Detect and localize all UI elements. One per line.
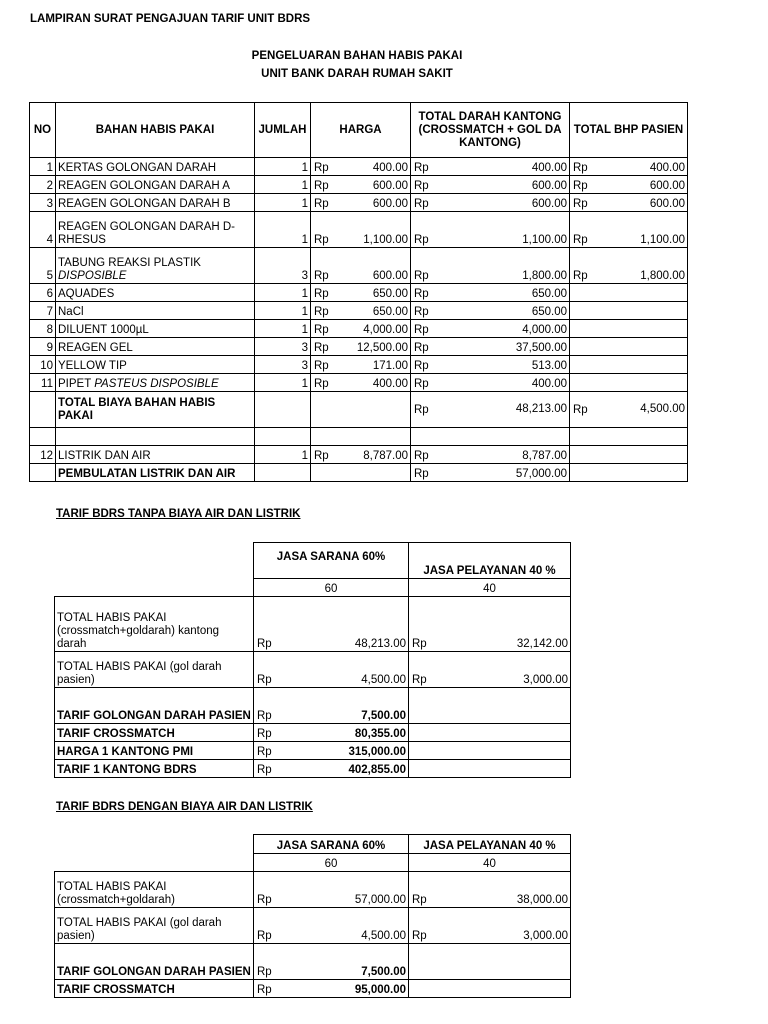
row-total-bag-value: 600.00 bbox=[531, 198, 567, 210]
row-total-bag bbox=[411, 284, 570, 302]
currency-label: Rp bbox=[314, 342, 329, 354]
row-item bbox=[56, 374, 255, 392]
row-qty: 3 bbox=[255, 248, 311, 284]
table-row bbox=[30, 176, 688, 194]
row-label: TOTAL HABIS PAKAI (gol darah pasien) bbox=[55, 908, 254, 944]
bhp-table bbox=[29, 102, 688, 482]
currency-label: Rp bbox=[414, 468, 429, 480]
row-total-bag-value: 600.00 bbox=[531, 180, 567, 192]
row-total-patient bbox=[570, 194, 688, 212]
row-qty: 1 bbox=[255, 374, 311, 392]
col1-value: 402,855.00 bbox=[348, 764, 406, 776]
row-item: DILUENT 1000µL bbox=[56, 320, 255, 338]
col1-cell bbox=[254, 652, 409, 688]
col2-value: 3,000.00 bbox=[523, 674, 568, 686]
row-label: HARGA 1 KANTONG PMI bbox=[55, 742, 254, 760]
currency-label: Rp bbox=[257, 728, 272, 740]
row-price-value: 600.00 bbox=[372, 180, 408, 192]
section2-table bbox=[54, 834, 571, 998]
row-no: 12 bbox=[30, 446, 56, 464]
row-total-bag bbox=[411, 212, 570, 248]
section2-title: TARIF BDRS DENGAN BIAYA AIR DAN LISTRIK bbox=[56, 801, 313, 813]
currency-label: Rp bbox=[573, 162, 588, 174]
currency-label: Rp bbox=[414, 324, 429, 336]
section1-col2-header: JASA PELAYANAN 40 % bbox=[409, 543, 571, 579]
table-row bbox=[55, 597, 571, 652]
row-total-patient bbox=[570, 302, 688, 320]
row-item: REAGEN GOLONGAN DARAH D-RHESUS bbox=[56, 212, 255, 248]
currency-label: Rp bbox=[314, 162, 329, 174]
row-no: 9 bbox=[30, 338, 56, 356]
section2-pct-row bbox=[55, 854, 571, 872]
currency-label: Rp bbox=[573, 234, 588, 246]
total-label: TOTAL BIAYA BAHAN HABIS PAKAI bbox=[56, 392, 255, 428]
item-italic-text: PASTEUS DISPOSIBLE bbox=[94, 378, 219, 390]
row-total-bag bbox=[411, 176, 570, 194]
col2-value: 38,000.00 bbox=[516, 894, 568, 906]
col1-cell bbox=[254, 908, 409, 944]
row-qty: 1 bbox=[255, 158, 311, 176]
row-total-bag-value: 4,000.00 bbox=[522, 324, 567, 336]
row-total-bag bbox=[411, 248, 570, 284]
row-price bbox=[311, 158, 411, 176]
row-price bbox=[311, 176, 411, 194]
currency-label: Rp bbox=[414, 404, 429, 416]
table-row bbox=[30, 194, 688, 212]
row-total-bag-value: 400.00 bbox=[531, 378, 567, 390]
row-total-bag bbox=[411, 302, 570, 320]
table-row bbox=[55, 652, 571, 688]
currency-label: Rp bbox=[573, 404, 588, 416]
row-total-patient bbox=[570, 248, 688, 284]
col2-value: 32,142.00 bbox=[516, 638, 568, 650]
row-total-patient-value: 400.00 bbox=[649, 162, 685, 174]
table-row bbox=[55, 980, 571, 998]
row-qty: 3 bbox=[255, 356, 311, 374]
currency-label: Rp bbox=[314, 306, 329, 318]
row-total-bag-value: 1,800.00 bbox=[522, 270, 567, 282]
section1-col1-pct: 60 bbox=[254, 579, 409, 597]
row-label: TOTAL HABIS PAKAI (crossmatch+goldarah) bbox=[55, 872, 254, 908]
col2-cell bbox=[409, 872, 571, 908]
row-total-bag bbox=[411, 338, 570, 356]
section2-col1-pct: 60 bbox=[254, 854, 409, 872]
currency-label: Rp bbox=[414, 180, 429, 192]
col1-value: 4,500.00 bbox=[361, 674, 406, 686]
col2-cell bbox=[409, 980, 571, 998]
col1-cell bbox=[254, 980, 409, 998]
section1-pct-row bbox=[55, 579, 571, 597]
col1-cell bbox=[254, 760, 409, 778]
table-row bbox=[55, 724, 571, 742]
row-price-value: 600.00 bbox=[372, 198, 408, 210]
total-patient-cell bbox=[570, 392, 688, 428]
currency-label: Rp bbox=[314, 324, 329, 336]
currency-label: Rp bbox=[314, 234, 329, 246]
currency-label: Rp bbox=[414, 162, 429, 174]
currency-label: Rp bbox=[414, 198, 429, 210]
currency-label: Rp bbox=[573, 270, 588, 282]
currency-label: Rp bbox=[573, 180, 588, 192]
row-total-bag bbox=[411, 158, 570, 176]
row-total-patient bbox=[570, 338, 688, 356]
price-value: 8,787.00 bbox=[363, 450, 408, 462]
section2-col2-header: JASA PELAYANAN 40 % bbox=[409, 835, 571, 854]
currency-label: Rp bbox=[314, 360, 329, 372]
row-total-patient bbox=[570, 158, 688, 176]
row-no: 2 bbox=[30, 176, 56, 194]
row-label: TARIF GOLONGAN DARAH PASIEN bbox=[55, 944, 254, 980]
document-title: LAMPIRAN SURAT PENGAJUAN TARIF UNIT BDRS bbox=[30, 13, 311, 25]
section1-col1-header: JASA SARANA 60% bbox=[254, 543, 409, 579]
section1-title: TARIF BDRS TANPA BIAYA AIR DAN LISTRIK bbox=[56, 508, 301, 520]
col2-cell bbox=[409, 760, 571, 778]
total-bag-value: 8,787.00 bbox=[522, 450, 567, 462]
row-total-patient bbox=[570, 284, 688, 302]
table-row bbox=[55, 944, 571, 980]
row-price bbox=[311, 284, 411, 302]
col1-value: 57,000.00 bbox=[354, 894, 406, 906]
currency-label: Rp bbox=[257, 638, 272, 650]
item-text: PIPET bbox=[58, 378, 95, 390]
row-total-bag-value: 1,100.00 bbox=[522, 234, 567, 246]
currency-label: Rp bbox=[414, 234, 429, 246]
currency-label: Rp bbox=[257, 674, 272, 686]
row-total-patient-value: 600.00 bbox=[649, 198, 685, 210]
header-item: BAHAN HABIS PAKAI bbox=[56, 103, 255, 158]
row-price-value: 400.00 bbox=[372, 378, 408, 390]
col1-cell bbox=[254, 724, 409, 742]
table-row bbox=[55, 742, 571, 760]
col1-cell bbox=[254, 597, 409, 652]
row-no: 10 bbox=[30, 356, 56, 374]
row-no: 11 bbox=[30, 374, 56, 392]
row-no: 6 bbox=[30, 284, 56, 302]
row-item: KERTAS GOLONGAN DARAH bbox=[56, 158, 255, 176]
total-patient-value: 4,500.00 bbox=[640, 403, 685, 415]
row-price bbox=[311, 212, 411, 248]
col1-cell bbox=[254, 944, 409, 980]
currency-label: Rp bbox=[414, 306, 429, 318]
row-price bbox=[311, 302, 411, 320]
col1-value: 95,000.00 bbox=[354, 984, 406, 996]
row-qty: 1 bbox=[255, 446, 311, 464]
row-total-patient bbox=[570, 320, 688, 338]
total-bag-value: 48,213.00 bbox=[515, 403, 567, 415]
table-row bbox=[30, 356, 688, 374]
col1-cell bbox=[254, 742, 409, 760]
row-qty: 1 bbox=[255, 320, 311, 338]
row-total-bag bbox=[411, 374, 570, 392]
row-total-bag-value: 400.00 bbox=[531, 162, 567, 174]
currency-label: Rp bbox=[412, 674, 427, 686]
table-row bbox=[55, 908, 571, 944]
row-price-value: 650.00 bbox=[372, 288, 408, 300]
row-total-bag-value: 650.00 bbox=[531, 288, 567, 300]
section1-col2-pct: 40 bbox=[409, 579, 571, 597]
row-item: YELLOW TIP bbox=[56, 356, 255, 374]
currency-label: Rp bbox=[414, 288, 429, 300]
row-qty: 1 bbox=[255, 284, 311, 302]
section2-col1-header: JASA SARANA 60% bbox=[254, 835, 409, 854]
col1-value: 7,500.00 bbox=[361, 966, 406, 978]
row-price bbox=[311, 320, 411, 338]
currency-label: Rp bbox=[314, 198, 329, 210]
row-total-patient-value: 1,800.00 bbox=[640, 270, 685, 282]
currency-label: Rp bbox=[257, 966, 272, 978]
currency-label: Rp bbox=[314, 288, 329, 300]
row-total-patient bbox=[570, 212, 688, 248]
row-no: 4 bbox=[30, 212, 56, 248]
row-item: NaCl bbox=[56, 302, 255, 320]
table-row bbox=[55, 872, 571, 908]
row-label: TOTAL HABIS PAKAI (crossmatch+goldarah) kantong darah bbox=[55, 597, 254, 652]
total-bag-cell bbox=[411, 392, 570, 428]
header-qty: JUMLAH bbox=[255, 103, 311, 158]
row-total-bag bbox=[411, 194, 570, 212]
row-total-patient bbox=[570, 176, 688, 194]
table-row bbox=[30, 338, 688, 356]
item-text: TABUNG REAKSI PLASTIK bbox=[58, 257, 201, 269]
currency-label: Rp bbox=[414, 378, 429, 390]
rounding-value: 57,000.00 bbox=[515, 468, 567, 480]
currency-label: Rp bbox=[414, 450, 429, 462]
row-price-value: 12,500.00 bbox=[356, 342, 408, 354]
currency-label: Rp bbox=[257, 894, 272, 906]
currency-label: Rp bbox=[314, 450, 329, 462]
row-qty: 1 bbox=[255, 194, 311, 212]
header-no: NO bbox=[30, 103, 56, 158]
section1-table bbox=[54, 542, 571, 778]
currency-label: Rp bbox=[314, 270, 329, 282]
currency-label: Rp bbox=[257, 984, 272, 996]
table-row bbox=[55, 760, 571, 778]
table-row bbox=[30, 320, 688, 338]
row-qty: 1 bbox=[255, 176, 311, 194]
row-total-bag bbox=[411, 446, 570, 464]
row-no: 3 bbox=[30, 194, 56, 212]
table-row bbox=[30, 158, 688, 176]
total-row bbox=[30, 392, 688, 428]
row-price-value: 400.00 bbox=[372, 162, 408, 174]
col1-value: 315,000.00 bbox=[348, 746, 406, 758]
row-price bbox=[311, 446, 411, 464]
currency-label: Rp bbox=[257, 710, 272, 722]
col1-cell bbox=[254, 688, 409, 724]
rounding-label: PEMBULATAN LISTRIK DAN AIR bbox=[56, 464, 255, 482]
header-price: HARGA bbox=[311, 103, 411, 158]
row-no: 1 bbox=[30, 158, 56, 176]
row-qty: 1 bbox=[255, 212, 311, 248]
currency-label: Rp bbox=[412, 638, 427, 650]
col2-cell bbox=[409, 597, 571, 652]
row-price-value: 1,100.00 bbox=[363, 234, 408, 246]
table-row bbox=[30, 374, 688, 392]
row-total-bag bbox=[411, 356, 570, 374]
col1-value: 48,213.00 bbox=[354, 638, 406, 650]
row-total-patient-value: 1,100.00 bbox=[640, 234, 685, 246]
row-no: 7 bbox=[30, 302, 56, 320]
col1-cell bbox=[254, 872, 409, 908]
row-label: TARIF 1 KANTONG BDRS bbox=[55, 760, 254, 778]
row-total-patient bbox=[570, 356, 688, 374]
col2-cell bbox=[409, 688, 571, 724]
col2-cell bbox=[409, 742, 571, 760]
row-price bbox=[311, 356, 411, 374]
header-total-bag: TOTAL DARAH KANTONG (CROSSMATCH + GOL DA KANTONG) bbox=[411, 103, 570, 158]
item-italic-text: DISPOSIBLE bbox=[58, 270, 127, 282]
row-item: AQUADES bbox=[56, 284, 255, 302]
section2-col2-pct: 40 bbox=[409, 854, 571, 872]
row-no: 8 bbox=[30, 320, 56, 338]
row-label: TARIF CROSSMATCH bbox=[55, 724, 254, 742]
row-qty: 1 bbox=[255, 302, 311, 320]
row-total-patient bbox=[570, 374, 688, 392]
heading-line-1: PENGELUARAN BAHAN HABIS PAKAI bbox=[251, 50, 463, 62]
row-label: TOTAL HABIS PAKAI (gol darah pasien) bbox=[55, 652, 254, 688]
currency-label: Rp bbox=[314, 378, 329, 390]
currency-label: Rp bbox=[414, 360, 429, 372]
row-item: REAGEN GEL bbox=[56, 338, 255, 356]
section1-header-row bbox=[55, 543, 571, 579]
col2-value: 3,000.00 bbox=[523, 930, 568, 942]
col1-value: 80,355.00 bbox=[354, 728, 406, 740]
row-total-patient-value: 600.00 bbox=[649, 180, 685, 192]
empty-row bbox=[30, 428, 688, 446]
row-total-bag-value: 650.00 bbox=[531, 306, 567, 318]
row-price bbox=[311, 374, 411, 392]
row-item: LISTRIK DAN AIR bbox=[56, 446, 255, 464]
row-price-value: 4,000.00 bbox=[363, 324, 408, 336]
row-price-value: 650.00 bbox=[372, 306, 408, 318]
table-header-row bbox=[30, 103, 688, 158]
currency-label: Rp bbox=[257, 746, 272, 758]
col2-cell bbox=[409, 944, 571, 980]
rounding-row bbox=[30, 464, 688, 482]
row-item: REAGEN GOLONGAN DARAH B bbox=[56, 194, 255, 212]
currency-label: Rp bbox=[257, 930, 272, 942]
row-qty: 3 bbox=[255, 338, 311, 356]
row-label: TARIF GOLONGAN DARAH PASIEN bbox=[55, 688, 254, 724]
currency-label: Rp bbox=[414, 270, 429, 282]
row-price-value: 171.00 bbox=[372, 360, 408, 372]
row-price bbox=[311, 248, 411, 284]
currency-label: Rp bbox=[573, 198, 588, 210]
table-row bbox=[55, 688, 571, 724]
row-item: REAGEN GOLONGAN DARAH A bbox=[56, 176, 255, 194]
row-total-bag-value: 37,500.00 bbox=[515, 342, 567, 354]
row-price bbox=[311, 194, 411, 212]
col2-cell bbox=[409, 908, 571, 944]
currency-label: Rp bbox=[314, 180, 329, 192]
col1-value: 4,500.00 bbox=[361, 930, 406, 942]
row-no: 5 bbox=[30, 248, 56, 284]
currency-label: Rp bbox=[412, 930, 427, 942]
header-total-patient: TOTAL BHP PASIEN bbox=[570, 103, 688, 158]
col1-value: 7,500.00 bbox=[361, 710, 406, 722]
currency-label: Rp bbox=[414, 342, 429, 354]
row-total-bag bbox=[411, 320, 570, 338]
rounding-total-bag bbox=[411, 464, 570, 482]
row-price bbox=[311, 338, 411, 356]
table-row bbox=[30, 446, 688, 464]
col2-cell bbox=[409, 724, 571, 742]
row-price-value: 600.00 bbox=[372, 270, 408, 282]
table-row bbox=[30, 284, 688, 302]
row-total-bag-value: 513.00 bbox=[531, 360, 567, 372]
table-row bbox=[30, 248, 688, 284]
col2-cell bbox=[409, 652, 571, 688]
row-label: TARIF CROSSMATCH bbox=[55, 980, 254, 998]
row-item bbox=[56, 248, 255, 284]
table-row bbox=[30, 212, 688, 248]
section2-header-row bbox=[55, 835, 571, 854]
heading-line-2: UNIT BANK DARAH RUMAH SAKIT bbox=[261, 68, 453, 80]
table-row bbox=[30, 302, 688, 320]
currency-label: Rp bbox=[257, 764, 272, 776]
currency-label: Rp bbox=[412, 894, 427, 906]
